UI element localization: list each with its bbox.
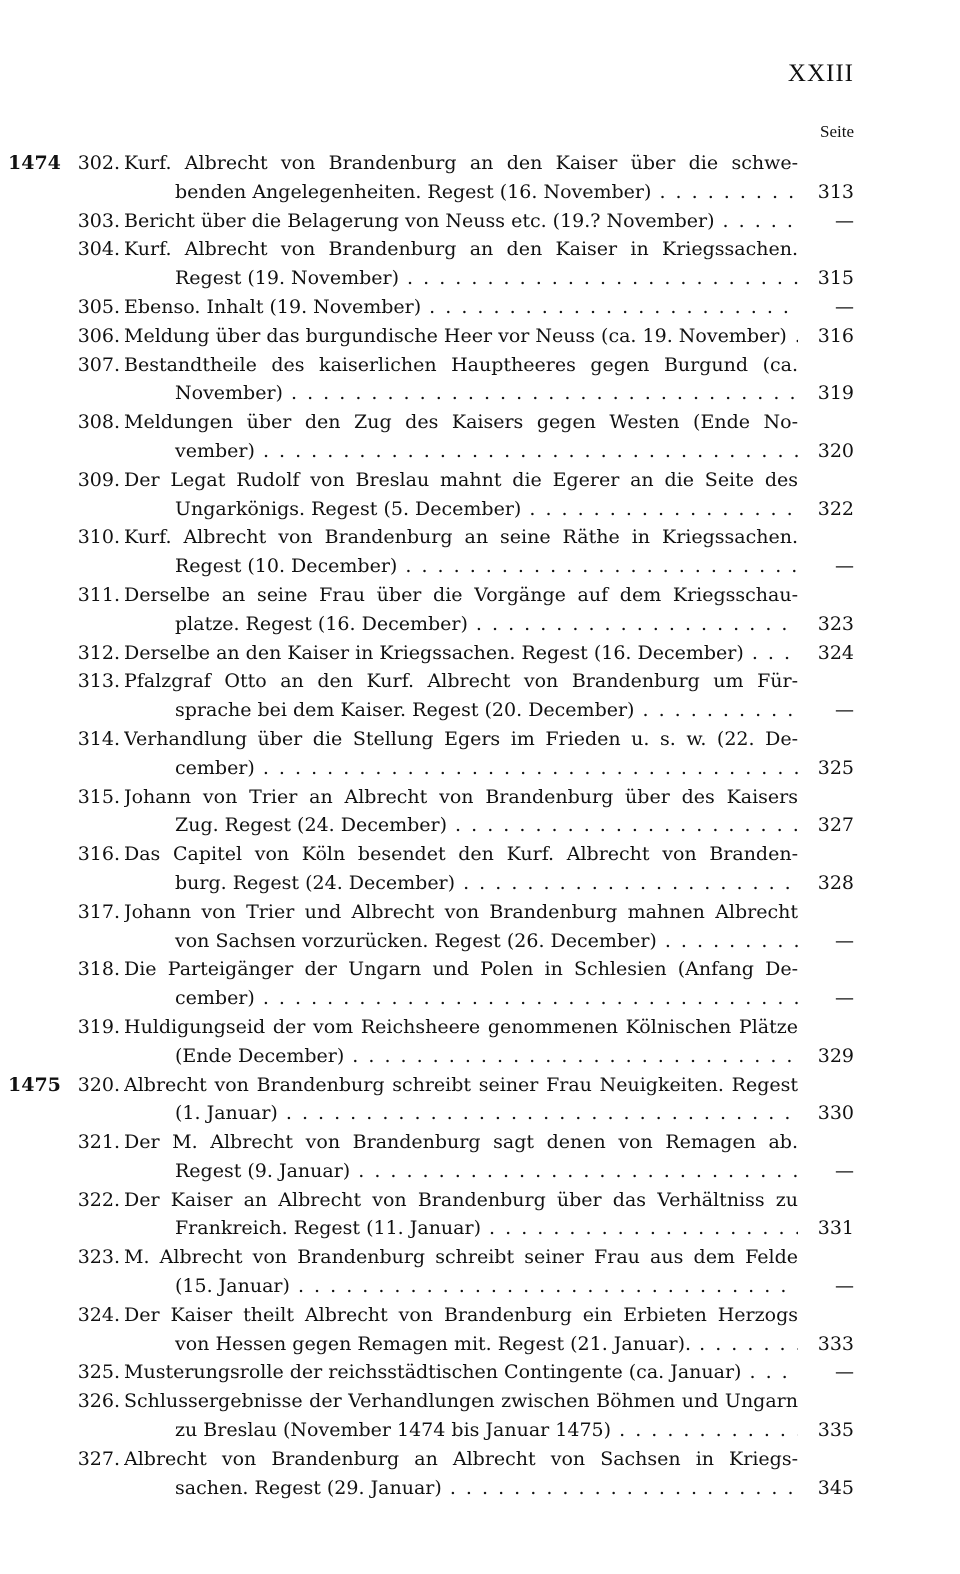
toc-entry [0, 1243, 960, 1301]
toc-entry [0, 840, 960, 898]
toc-entry-title-line: Johann von Trier an Albrecht von Brandenburg über des Kaisers [124, 785, 798, 808]
toc-entry-title-line: cember) . . . [124, 754, 798, 783]
toc-entry-title-line: Meldungen über den Zug des Kaisers gegen Westen (Ende No- [124, 411, 798, 434]
toc-entry-title-line: zu Breslau (November 1474 bis Januar 1475) . . . [124, 1416, 798, 1445]
toc-entry-title [124, 1243, 798, 1301]
toc-entry-number: 306. [77, 324, 120, 347]
toc-entry-page: 323 [810, 610, 854, 639]
table-of-contents [0, 149, 960, 1502]
toc-entry-page: — [810, 1358, 854, 1387]
toc-entry [0, 207, 960, 236]
toc-entry-title-line: November) . . . [124, 379, 798, 408]
toc-entry [0, 667, 960, 725]
toc-entry-title [124, 639, 798, 668]
toc-entry-number: 326. [77, 1390, 120, 1413]
toc-entry [0, 408, 960, 466]
toc-entry-title [124, 293, 798, 322]
toc-entry-year: 1474 [8, 152, 61, 174]
toc-entry-title [124, 207, 798, 236]
toc-entry-page: 313 [810, 178, 854, 207]
toc-entry-title-line: (Ende December) . . . [124, 1042, 798, 1071]
toc-entry-page: 345 [810, 1474, 854, 1503]
toc-entry [0, 1445, 960, 1503]
toc-entry-number: 324. [77, 1303, 120, 1326]
toc-entry-page: 319 [810, 379, 854, 408]
toc-entry-page: — [810, 1272, 854, 1301]
toc-entry-title-line: Zug. Regest (24. December) . . . [124, 811, 798, 840]
toc-entry [0, 235, 960, 293]
toc-entry-title-line: Kurf. Albrecht von Brandenburg an den Kaiser in Kriegssachen. [124, 238, 798, 261]
toc-entry-number: 317. [77, 900, 120, 923]
toc-entry [0, 1358, 960, 1387]
toc-entry [0, 149, 960, 207]
toc-entry-number: 305. [77, 295, 120, 318]
toc-entry [0, 1186, 960, 1244]
toc-entry [0, 783, 960, 841]
toc-entry-number: 316. [77, 843, 120, 866]
toc-entry-title-line: von Sachsen vorzurücken. Regest (26. December) . . . [124, 927, 798, 956]
toc-entry-title-line: M. Albrecht von Brandenburg schreibt seiner Frau aus dem Felde [124, 1246, 798, 1269]
toc-entry-title [124, 1445, 798, 1503]
toc-entry-title-line: sachen. Regest (29. Januar) . . . [124, 1474, 798, 1503]
toc-entry [0, 581, 960, 639]
toc-entry-number: 318. [77, 958, 120, 981]
toc-entry-title-line: Regest (19. November) . . . [124, 264, 798, 293]
toc-entry-title-line: Regest (9. Januar) . . . [124, 1157, 798, 1186]
toc-entry-title [124, 149, 798, 207]
toc-entry [0, 523, 960, 581]
toc-entry-page: — [810, 552, 854, 581]
toc-entry [0, 1013, 960, 1071]
toc-entry-number: 310. [77, 526, 120, 549]
toc-entry-page: 315 [810, 264, 854, 293]
toc-entry-page: 325 [810, 754, 854, 783]
toc-entry-title [124, 1071, 798, 1129]
toc-entry-number: 322. [77, 1188, 120, 1211]
toc-entry [0, 725, 960, 783]
toc-entry-number: 327. [77, 1447, 120, 1470]
toc-entry-title-line: Meldung über das burgundische Heer vor Neuss (ca. 19. November) . . . [124, 322, 798, 351]
toc-entry-page: 328 [810, 869, 854, 898]
toc-entry-title-line: burg. Regest (24. December) . . . [124, 869, 798, 898]
toc-entry-number: 314. [77, 727, 120, 750]
toc-entry-title-line: Derselbe an den Kaiser in Kriegssachen. Regest (16. December) . . . [124, 639, 798, 668]
toc-entry [0, 322, 960, 351]
toc-entry-title-line: Ebenso. Inhalt (19. November) . . . [124, 293, 798, 322]
toc-entry-page: 331 [810, 1214, 854, 1243]
toc-entry-title-line: Pfalzgraf Otto an den Kurf. Albrecht von Brandenburg um Für- [124, 670, 798, 693]
toc-entry-title-line: (15. Januar) . . . [124, 1272, 798, 1301]
toc-entry-title-line: Der Kaiser an Albrecht von Brandenburg über das Verhältniss zu [124, 1188, 798, 1211]
toc-entry-title-line: Regest (10. December) . . . [124, 552, 798, 581]
toc-entry-title [124, 1013, 798, 1071]
toc-entry-title [124, 1186, 798, 1244]
toc-entry-title [124, 466, 798, 524]
toc-entry-number: 315. [77, 785, 120, 808]
toc-entry-title-line: Der M. Albrecht von Brandenburg sagt denen von Remagen ab. [124, 1131, 798, 1154]
toc-entry [0, 466, 960, 524]
toc-entry-title [124, 581, 798, 639]
toc-entry-title-line: Albrecht von Brandenburg an Albrecht von Sachsen in Kriegs- [124, 1447, 798, 1470]
toc-entry-title [124, 840, 798, 898]
toc-entry-title-line: Ungarkönigs. Regest (5. December) . . . [124, 495, 798, 524]
toc-entry-page: — [810, 927, 854, 956]
toc-entry-page: 335 [810, 1416, 854, 1445]
toc-entry-title [124, 783, 798, 841]
toc-entry-title-line: Verhandlung über die Stellung Egers im Frieden u. s. w. (22. De- [124, 727, 798, 750]
toc-entry-number: 307. [77, 353, 120, 376]
toc-entry [0, 351, 960, 409]
toc-entry-page: 324 [810, 639, 854, 668]
toc-entry-title [124, 725, 798, 783]
toc-entry-title-line: Bericht über die Belagerung von Neuss etc. (19.? November) . . . [124, 207, 798, 236]
toc-entry-title-line: Johann von Trier und Albrecht von Brandenburg mahnen Albrecht [124, 900, 798, 923]
page-column-label: Seite [820, 122, 854, 141]
toc-entry [0, 1128, 960, 1186]
toc-entry-page: — [810, 1157, 854, 1186]
toc-entry-number: 311. [77, 583, 120, 606]
toc-entry-number: 321. [77, 1131, 120, 1154]
toc-entry-title-line: platze. Regest (16. December) . . . [124, 610, 798, 639]
toc-entry-title-line: Musterungsrolle der reichsstädtischen Contingente (ca. Januar) . . . [124, 1358, 798, 1387]
toc-entry-title-line: Der Kaiser theilt Albrecht von Brandenburg ein Erbieten Herzogs [124, 1303, 798, 1326]
toc-entry-title-line: Bestandtheile des kaiserlichen Hauptheeres gegen Burgund (ca. [124, 353, 798, 376]
toc-entry-number: 304. [77, 238, 120, 261]
toc-entry-title-line: Huldigungseid der vom Reichsheere genommenen Kölnischen Plätze [124, 1015, 798, 1038]
toc-entry-title [124, 408, 798, 466]
toc-entry-title-line: von Hessen gegen Remagen mit. Regest (21. Januar). . . . [124, 1330, 798, 1359]
toc-entry [0, 1071, 960, 1129]
toc-entry-page: 322 [810, 495, 854, 524]
toc-entry-number: 308. [77, 411, 120, 434]
toc-entry-title [124, 235, 798, 293]
page-number: XXIII [787, 60, 854, 87]
toc-entry-number: 309. [77, 468, 120, 491]
toc-entry-page: 327 [810, 811, 854, 840]
toc-entry-page: — [810, 293, 854, 322]
toc-entry-page: — [810, 696, 854, 725]
toc-entry [0, 1301, 960, 1359]
toc-entry-number: 303. [77, 209, 120, 232]
toc-entry-page: 333 [810, 1330, 854, 1359]
toc-entry-page: — [810, 984, 854, 1013]
toc-entry-title [124, 667, 798, 725]
toc-entry-page: 316 [810, 322, 854, 351]
toc-entry-title-line: benden Angelegenheiten. Regest (16. November) . . . [124, 178, 798, 207]
toc-entry-title [124, 1387, 798, 1445]
toc-entry-number: 312. [77, 641, 120, 664]
toc-entry-title [124, 523, 798, 581]
toc-entry-number: 325. [77, 1361, 120, 1384]
toc-entry-title-line: Die Parteigänger der Ungarn und Polen in Schlesien (Anfang De- [124, 958, 798, 981]
toc-entry-title [124, 1128, 798, 1186]
toc-entry-title-line: Derselbe an seine Frau über die Vorgänge auf dem Kriegsschau- [124, 583, 798, 606]
toc-entry-title-line: Das Capitel von Köln besendet den Kurf. Albrecht von Branden- [124, 843, 798, 866]
toc-entry [0, 898, 960, 956]
toc-entry-title [124, 955, 798, 1013]
toc-entry-title-line: (1. Januar) . . . [124, 1099, 798, 1128]
toc-entry-page: 320 [810, 437, 854, 466]
toc-entry-page: 330 [810, 1099, 854, 1128]
toc-entry-title [124, 322, 798, 351]
toc-entry-number: 319. [77, 1015, 120, 1038]
toc-entry [0, 1387, 960, 1445]
toc-entry-title [124, 898, 798, 956]
toc-entry-number: 302. [77, 152, 120, 174]
toc-entry-title [124, 351, 798, 409]
toc-entry-title [124, 1358, 798, 1387]
toc-entry [0, 955, 960, 1013]
toc-entry-title-line: sprache bei dem Kaiser. Regest (20. December) . . . [124, 696, 798, 725]
toc-entry-title-line: Kurf. Albrecht von Brandenburg an den Kaiser über die schwe- [124, 152, 798, 174]
toc-entry-title-line: vember) . . . [124, 437, 798, 466]
toc-entry-number: 320. [77, 1073, 120, 1096]
toc-entry-year: 1475 [8, 1073, 61, 1096]
toc-entry-page: 329 [810, 1042, 854, 1071]
toc-entry-title-line: cember) . . . [124, 984, 798, 1013]
toc-entry [0, 639, 960, 668]
toc-entry-number: 313. [77, 670, 120, 693]
toc-entry-title-line: Albrecht von Brandenburg schreibt seiner Frau Neuigkeiten. Regest [124, 1073, 798, 1096]
toc-entry [0, 293, 960, 322]
toc-entry-title-line: Schlussergebnisse der Verhandlungen zwischen Böhmen und Ungarn [124, 1390, 798, 1413]
toc-entry-page: — [810, 207, 854, 236]
toc-entry-title [124, 1301, 798, 1359]
toc-entry-title-line: Der Legat Rudolf von Breslau mahnt die Egerer an die Seite des [124, 468, 798, 491]
toc-entry-title-line: Frankreich. Regest (11. Januar) . . . [124, 1214, 798, 1243]
toc-entry-number: 323. [77, 1246, 120, 1269]
toc-entry-title-line: Kurf. Albrecht von Brandenburg an seine Räthe in Kriegssachen. [124, 526, 798, 549]
